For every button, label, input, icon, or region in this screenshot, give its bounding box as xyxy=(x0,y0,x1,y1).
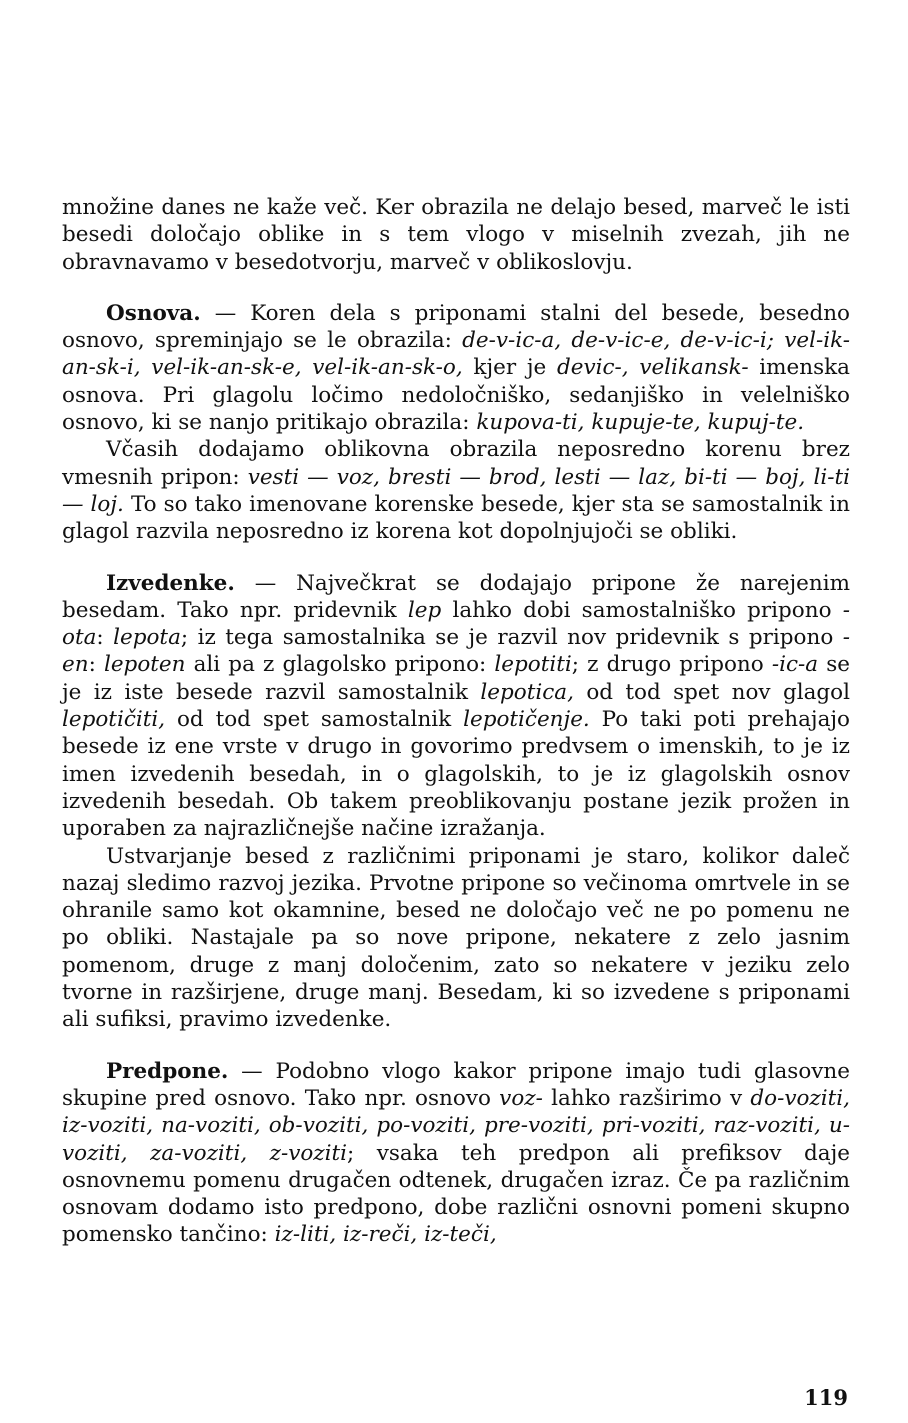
text-run: od tod spet samostalnik xyxy=(165,707,464,733)
example-word: lepotičiti, xyxy=(62,707,166,733)
text-run: ; vsaka teh predpon ali prefiksov daje osnovnemu pomenu drugačen odtenek, drugačen izraz. Če pa različnim osnovam dodamo isto predpono, dobe različni osnovni pomeni skupno pomensko tančino: xyxy=(62,1140,850,1248)
text-run: kjer je xyxy=(462,355,557,381)
example-word: -ota xyxy=(62,597,850,651)
text-run: — Podobno vlogo kakor pripone imajo tudi glasovne skupine pred osnovo. Tako npr. osnovo xyxy=(62,1058,850,1111)
text-run: — Koren dela s priponami stalni del besede, besedno osnovo, spreminjajo se le obrazila: xyxy=(62,300,850,354)
paragraph-ustvarjanje xyxy=(62,843,850,1034)
example-word: -ic-a xyxy=(771,652,819,678)
text-run: lahko razširimo v xyxy=(542,1085,751,1111)
text-run: Včasih dodajamo oblikovna obrazila neposredno korenu brez vmesnih pripon: xyxy=(62,437,850,490)
text-run: množine danes ne kaže več. Ker obrazila ne delajo besed, marveč le isti besedi določajo oblike in s tem vlogo v miselnih zvezah, jih ne obravnavamo v besedotvorju, marveč v oblikoslovju. xyxy=(62,195,850,275)
text-run: ; iz tega samostalnika se je razvil nov pridevnik s pripono xyxy=(180,625,843,651)
example-word: iz-liti, iz-reči, iz-teči, xyxy=(274,1222,497,1248)
text-run: imenska osnova. Pri glagolu ločimo nedoločniško, sedanjiško in velelniško osnovo, ki se nanjo pritikajo obrazila: xyxy=(62,355,851,436)
example-word: vesti — voz, bresti — brod, lesti — laz, bi-ti — boj, li-ti — loj. xyxy=(62,464,851,517)
text-run: Ustvarjanje besed z različnimi priponami je staro, kolikor daleč nazaj sledimo razvoj jezika. Prvotne pripone so večinoma omrtvele in se ohranile samo kot okamnine, besed ne določajo več ne po pomenu ne po obliki. Nastajale pa so nove pripone, nekatere z zelo jasnim pomenom, druge z manj določenim, zato so nekatere v jeziku zelo tvorne in razširjene, druge manj. Besedam, ki so izvedene s priponami ali sufiksi, pravimo izvedenke. xyxy=(62,843,850,1033)
example-word: devic-, velikansk- xyxy=(556,355,749,381)
example-word: lepota xyxy=(113,625,181,651)
section-heading: Osnova. xyxy=(106,300,201,326)
text-run: lahko dobi samostalniško pripono xyxy=(441,597,843,623)
page-body xyxy=(62,194,850,1249)
example-word: kupova-ti, kupuje-te, kupuj-te. xyxy=(476,410,805,436)
example-word: lepotica, xyxy=(480,679,574,705)
text-run: ali pa z glagolsko pripono: xyxy=(185,652,495,678)
text-run: : xyxy=(88,652,104,678)
paragraph-predpone xyxy=(62,1058,850,1249)
text-run: se je iz iste besede razvil samostalnik xyxy=(62,652,851,705)
example-word: do-voziti, iz-voziti, na-voziti, ob-voziti, po-voziti, pre-voziti, pri-voziti, raz-voziti, u-voziti, za-voziti, z-voziti xyxy=(62,1085,850,1166)
text-run: : xyxy=(96,625,114,651)
example-word: lepotičenje. xyxy=(463,707,590,733)
text-run: — Največkrat se dodajajo pripone že narejenim besedam. Tako npr. pridevnik xyxy=(62,570,850,623)
section-heading: Izvedenke. xyxy=(106,570,235,596)
section-heading: Predpone. xyxy=(106,1058,229,1084)
page-number: 119 xyxy=(804,1385,848,1410)
example-word: lep xyxy=(407,597,442,623)
paragraph-osnova xyxy=(62,300,850,436)
example-word: lepotiti xyxy=(494,652,572,678)
example-word: voz- xyxy=(499,1085,543,1111)
paragraph-continuation xyxy=(62,194,850,276)
paragraph-korenske-besede xyxy=(62,436,850,545)
example-word: -en xyxy=(62,625,851,678)
example-word: lepoten xyxy=(103,652,186,678)
text-run: Po taki poti prehajajo besede iz ene vrste v drugo in govorimo predvsem o imenskih, to je iz imen izvedenih besedah, in o glagolskih, to je iz glagolskih osnov izvedenih besedah. Ob takem preoblikovanju postane jezik prožen in uporaben za najrazličnejše načine izražanja. xyxy=(62,707,850,842)
text-run: ; z drugo pripono xyxy=(571,652,772,678)
paragraph-izvedenke xyxy=(62,570,850,843)
text-run: To so tako imenovane korenske besede, kjer sta se samostalnik in glagol razvila neposredno iz korena kot dopolnjujoči se obliki. xyxy=(62,491,851,545)
text-run: od tod spet nov glagol xyxy=(573,679,850,705)
example-word: de-v-ic-a, de-v-ic-e, de-v-ic-i; vel-ik-an-sk-i, vel-ik-an-sk-e, vel-ik-an-sk-o, xyxy=(62,328,851,381)
